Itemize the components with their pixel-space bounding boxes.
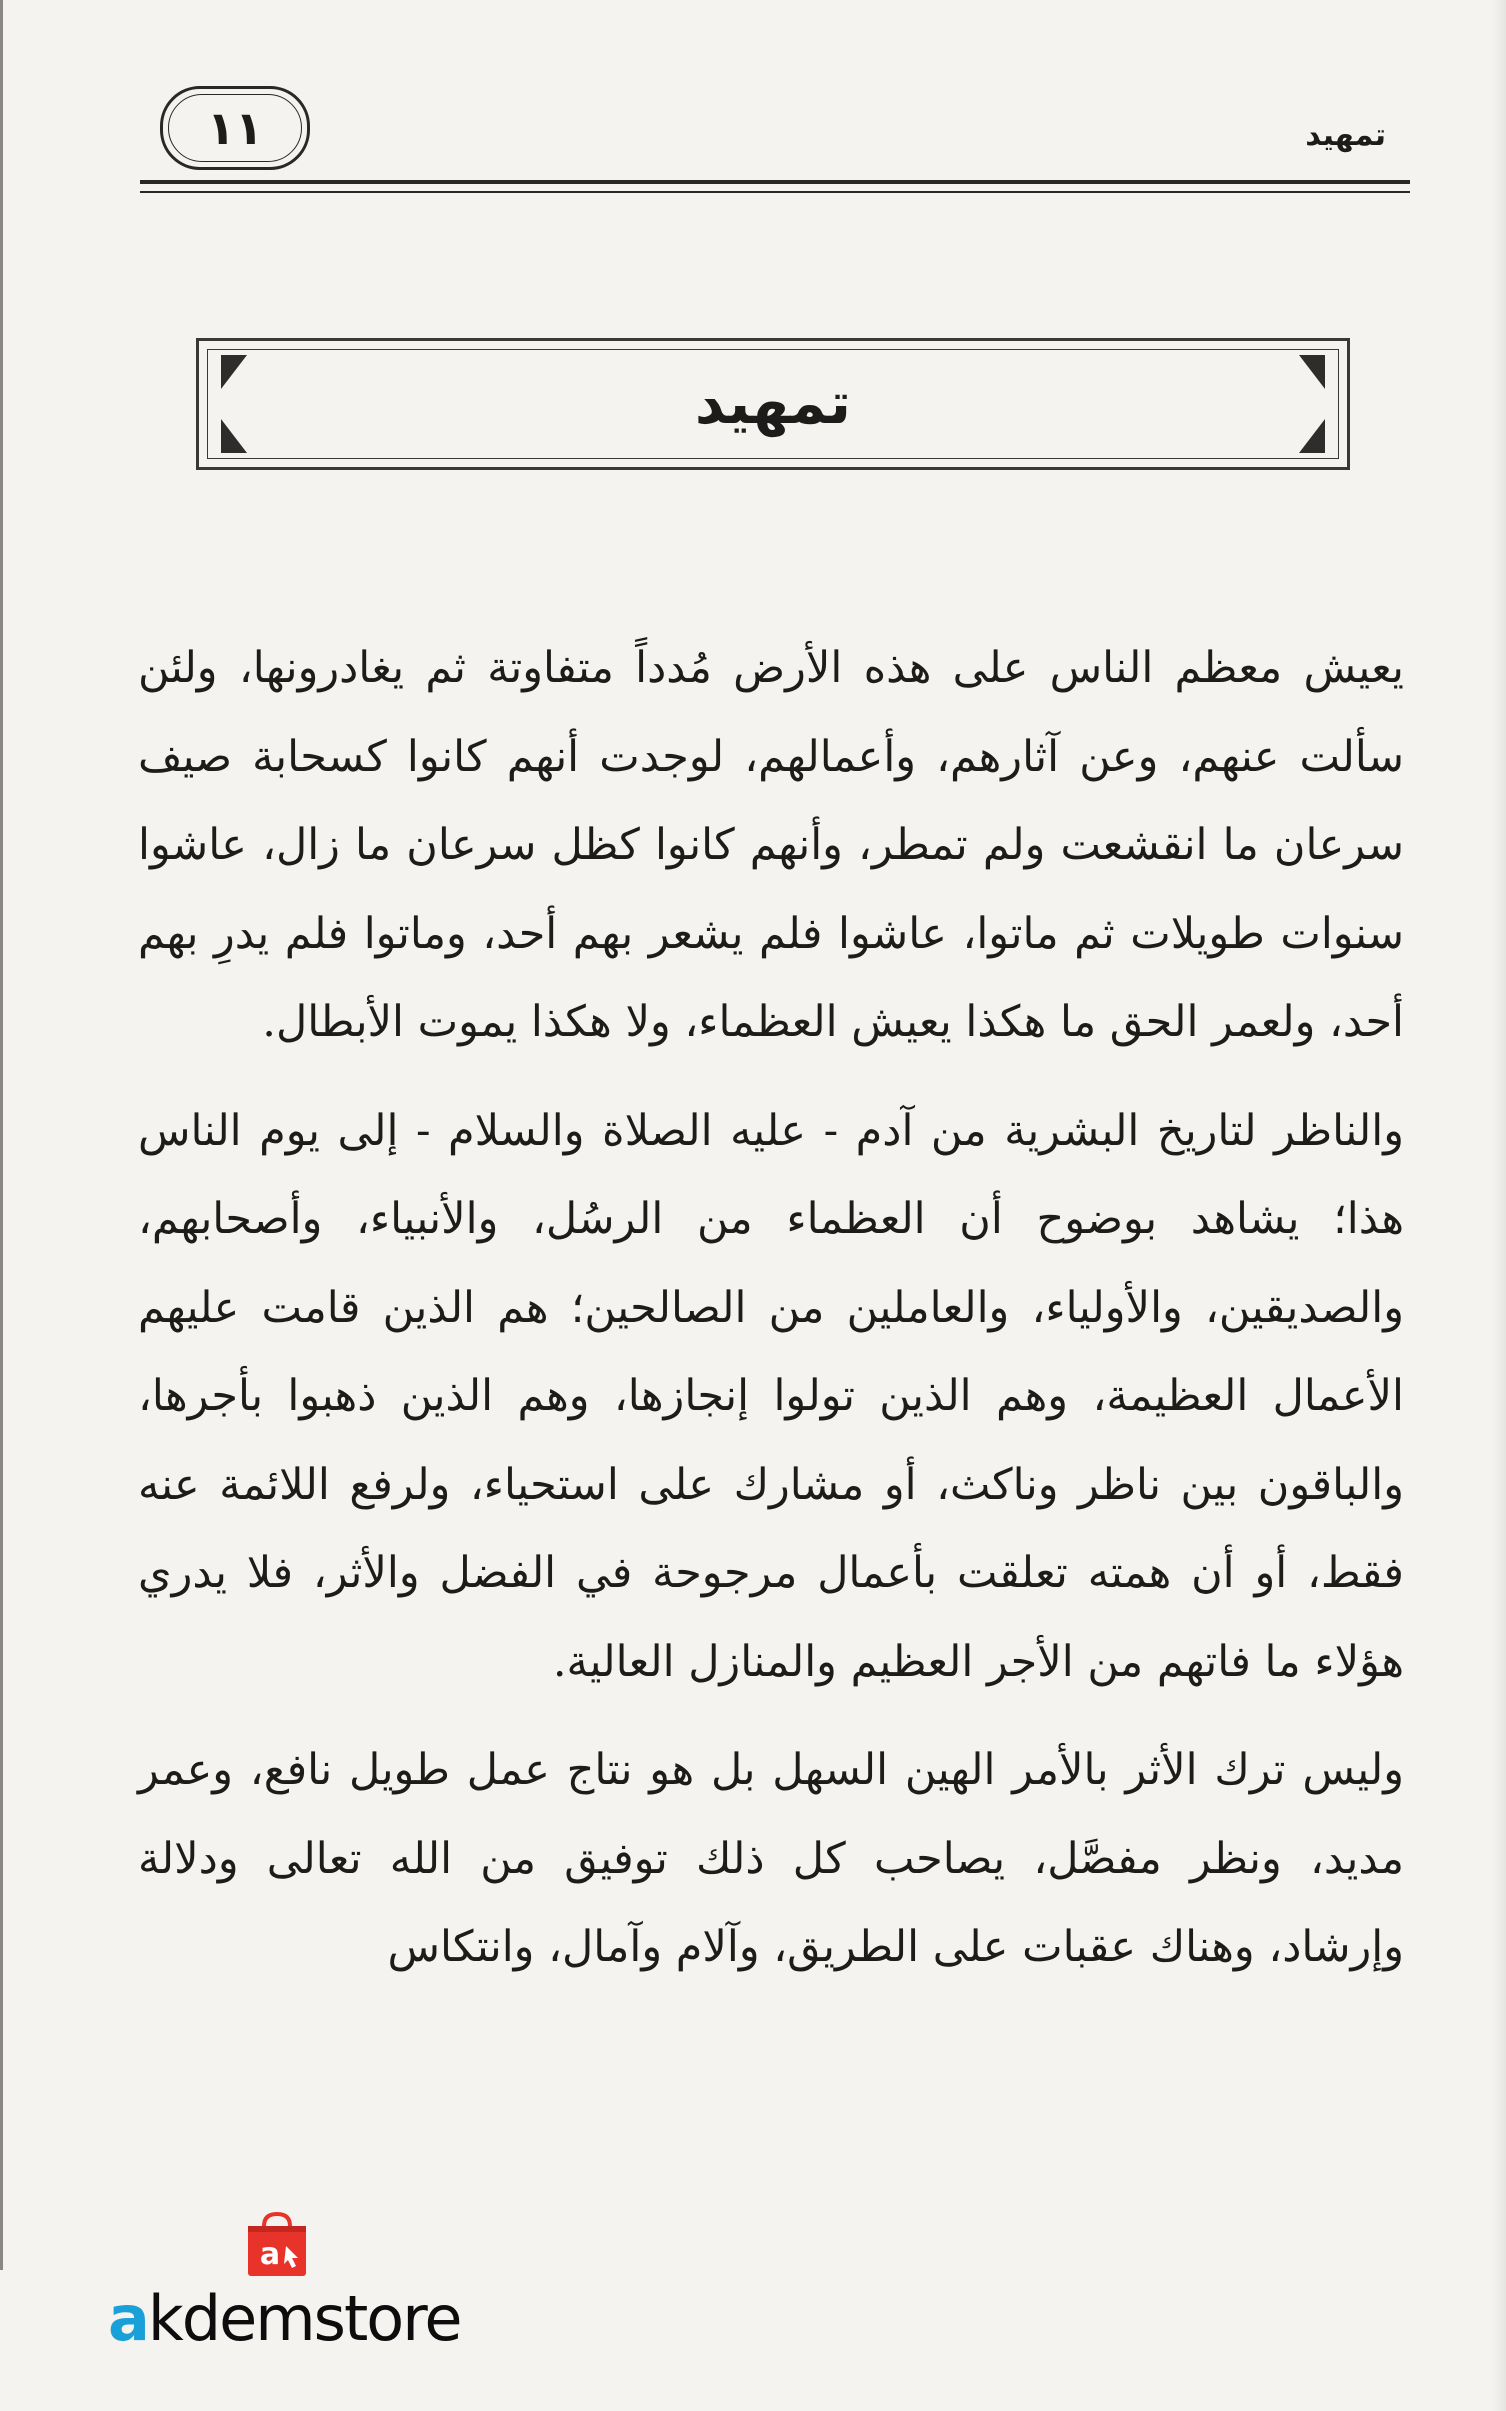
paragraph-1: يعيش معظم الناس على هذه الأرض مُدداً متفاوتة ثم يغادرونها، ولئن سألت عنهم، وعن آثارهم، وأعمالهم، لوجدت أنهم كانوا كسحابة صيف سرعان ما انقشعت ولم تمطر، وأنهم كانوا كظل سرعان ما زال، عاشوا سنوات طويلات ثم ماتوا، عاشوا فلم يشعر بهم أحد، وماتوا فلم يدرِ بهم أحد، ولعمر الحق ما هكذا يعيش العظماء، ولا هكذا يموت الأبطال. <box>138 643 1404 1047</box>
paragraph-3: وليس ترك الأثر بالأمر الهين السهل بل هو نتاج عمل طويل نافع، وعمر مديد، ونظر مفصَّل، يصاحب كل ذلك توفيق من الله تعالى ودلالة وإرشاد، وهناك عقبات على الطريق، وآلام وآمال، وانتكاس <box>138 1745 1404 1972</box>
chapter-title-frame <box>196 338 1350 470</box>
logo-wordmark <box>108 2282 460 2355</box>
page-binding-shadow <box>1492 0 1506 2411</box>
page-left-edge <box>0 0 3 2270</box>
logo-wordmark-accent: a <box>108 2282 148 2355</box>
page-number: ١١ <box>206 101 264 155</box>
running-head: تمهيد <box>1305 118 1386 153</box>
header-rule-thick <box>140 180 1410 184</box>
body-text <box>138 624 1404 1992</box>
header-rule-thin <box>140 191 1410 193</box>
page-number-frame <box>160 86 310 170</box>
paragraph-2: والناظر لتاريخ البشرية من آدم - عليه الصلاة والسلام - إلى يوم الناس هذا؛ يشاهد بوضوح أن العظماء من الرسُل، والأنبياء، وأصحابهم، والصديقين، والأولياء، والعاملين من الصالحين؛ هم الذين قامت عليهم الأعمال العظيمة، وهم الذين تولوا إنجازها، وهم الذين ذهبوا بأجرها، والباقون بين ناظر وناكث، أو مشارك على استحياء، ولرفع اللائمة عنه فقط، أو أن همته تعلقت بأعمال مرجوحة في الفضل والأثر، فلا يدري هؤلاء ما فاتهم من الأجر العظيم والمنازل العالية. <box>138 1105 1405 1687</box>
logo-wordmark-rest: kdemstore <box>147 2282 461 2355</box>
akdemstore-logo <box>100 2212 480 2362</box>
shopping-bag-icon <box>242 2212 312 2280</box>
chapter-title: تمهيد <box>694 369 852 437</box>
bag-letter: a <box>259 2237 281 2272</box>
